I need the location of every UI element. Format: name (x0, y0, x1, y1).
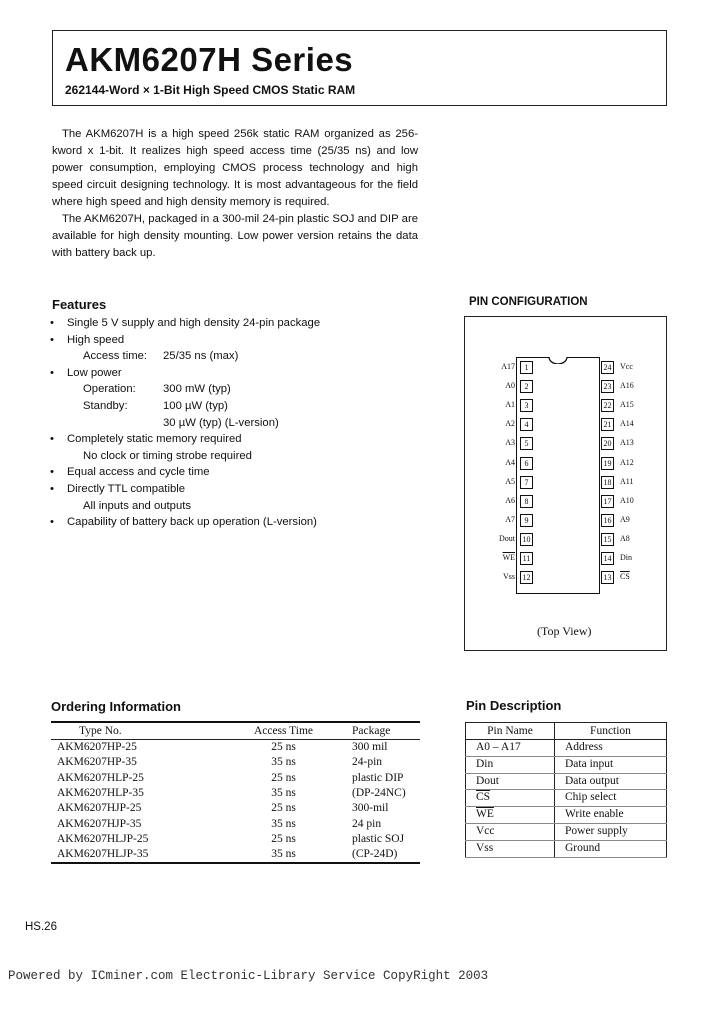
feature-text: Low power (67, 366, 122, 379)
access-time-cell: 35 ns (271, 817, 296, 830)
function-cell: Write enable (555, 807, 667, 824)
pin-label: A1 (505, 400, 515, 410)
pin-desc-table (465, 722, 667, 858)
feature-item (50, 431, 450, 448)
type-cell: AKM6207HLJP-25 (57, 832, 149, 845)
table-header-row (466, 723, 667, 740)
access-time-cell: 25 ns (271, 832, 296, 845)
feature-value: 300 mW (typ) (163, 383, 231, 396)
ordering-table (51, 721, 420, 864)
page-subtitle: 262144-Word × 1-Bit High Speed CMOS Static RAM (65, 83, 356, 97)
pin-number: 5 (520, 437, 533, 450)
feature-text: All inputs and outputs (83, 499, 192, 512)
pin-label: Vcc (620, 362, 633, 371)
feature-value: 30 µW (typ) (L-version) (163, 416, 279, 429)
pin-label: A5 (505, 476, 515, 486)
function-cell: Chip select (555, 790, 667, 807)
bullet: • (50, 466, 54, 479)
pin-number: 15 (601, 533, 614, 546)
type-cell: AKM6207HLP-35 (57, 787, 144, 800)
table-row (51, 832, 420, 847)
feature-subitem (50, 415, 450, 432)
pin-number: 21 (601, 418, 614, 431)
pin-number: 16 (601, 514, 614, 527)
table-row (51, 740, 420, 756)
pin-label: A7 (505, 514, 515, 524)
access-time-cell: 35 ns (271, 848, 296, 861)
pin-label: A6 (505, 495, 515, 505)
package-cell: 300 mil (352, 741, 388, 754)
pin-number: 7 (520, 476, 533, 489)
package-cell: (CP-24D) (352, 848, 398, 861)
pin-number: 6 (520, 457, 533, 470)
feature-subitem (50, 381, 450, 398)
col-pin-name: Pin Name (466, 723, 555, 740)
intro-text (52, 126, 418, 262)
pin-number: 22 (601, 399, 614, 412)
pin-name-cell: Vcc (466, 823, 555, 840)
type-cell: AKM6207HJP-25 (57, 802, 142, 815)
pin-number: 12 (520, 571, 533, 584)
pin-label: A12 (620, 457, 634, 467)
access-time-cell: 25 ns (271, 802, 296, 815)
pin-name-cell: $\overline{CS}$ (466, 790, 555, 807)
feature-item (50, 464, 450, 481)
pin-number: 11 (520, 552, 533, 565)
bullet: • (50, 333, 54, 346)
function-cell: Ground (555, 840, 667, 857)
feature-text: High speed (67, 333, 125, 346)
package-cell: plastic DIP (352, 771, 404, 784)
feature-item (50, 332, 450, 349)
pin-config-heading: PIN CONFIGURATION (469, 296, 588, 308)
table-row (466, 756, 667, 773)
pin-name-cell: Dout (466, 773, 555, 790)
feature-subitem (50, 498, 450, 515)
feature-item (50, 481, 450, 498)
function-cell: Data input (555, 756, 667, 773)
access-time-cell: 25 ns (271, 771, 296, 784)
package-cell: plastic SOJ (352, 832, 405, 845)
pin-number: 3 (520, 399, 533, 412)
feature-text: Single 5 V supply and high density 24-pin package (67, 317, 321, 329)
feature-item (50, 315, 450, 332)
features-heading: Features (52, 297, 107, 312)
pin-label: $\overline{CS}$ (620, 572, 630, 582)
access-time-cell: 35 ns (271, 756, 296, 769)
pin-label: A3 (505, 438, 515, 448)
table-row (466, 807, 667, 824)
package-cell: (DP-24NC) (352, 787, 406, 800)
feature-text: Capability of battery back up operation (L-version) (67, 516, 317, 529)
pin-label: A9 (620, 514, 630, 524)
table-row (466, 823, 667, 840)
table-row (51, 816, 420, 831)
type-cell: AKM6207HLJP-35 (57, 848, 149, 861)
function-cell: Address (555, 740, 667, 757)
pin-number: 10 (520, 533, 533, 546)
pin-name-cell: Din (466, 756, 555, 773)
table-row (466, 740, 667, 757)
feature-item (50, 365, 450, 382)
pin-label: A8 (620, 533, 630, 543)
bullet: • (50, 482, 54, 495)
table-row (51, 847, 420, 863)
pin-number: 17 (601, 495, 614, 508)
type-cell: AKM6207HP-35 (57, 756, 137, 769)
table-header-row (51, 722, 420, 740)
top-view-label: (Top View) (537, 624, 592, 638)
table-row (51, 786, 420, 801)
function-cell: Data output (555, 773, 667, 790)
table-row (51, 755, 420, 770)
pin-number: 23 (601, 380, 614, 393)
feature-label: Operation: (83, 383, 136, 396)
feature-subitem (50, 448, 450, 465)
table-row (466, 840, 667, 857)
pin-label: A4 (505, 457, 515, 467)
pin-number: 20 (601, 437, 614, 450)
pin-label: A11 (620, 476, 634, 486)
pin-label: A2 (505, 419, 515, 429)
intro-paragraph-1: The AKM6207H is a high speed 256k static RAM organized as 256-kword x 1-bit. It realizes high speed access time (25/35 ns) and low power consumption, employing CMOS process technology and high speed circuit designing technology. It is most advantageous for the field where high speed and high density memory is required. (52, 128, 418, 208)
bullet: • (50, 516, 54, 529)
pin-label: A15 (620, 400, 634, 410)
pin-label: A10 (620, 495, 634, 505)
table-row (51, 801, 420, 816)
features-list (50, 315, 450, 531)
col-function: Function (555, 723, 667, 740)
chip-notch-icon (548, 352, 568, 364)
access-time-cell: 35 ns (271, 787, 296, 800)
feature-value: 100 µW (typ) (163, 399, 228, 412)
pin-number: 14 (601, 552, 614, 565)
pin-desc-heading: Pin Description (466, 698, 562, 713)
feature-item (50, 514, 450, 531)
feature-label: Standby: (83, 399, 128, 412)
copyright-notice: Powered by ICminer.com Electronic-Library Service CopyRight 2003 (8, 969, 489, 983)
access-time-cell: 25 ns (271, 741, 296, 754)
col-access-time: Access Time (231, 722, 336, 740)
pin-label: A17 (501, 362, 515, 371)
pin-label: A14 (620, 419, 634, 429)
feature-text: Equal access and cycle time (67, 466, 210, 479)
pin-name-cell: $\overline{WE}$ (466, 807, 555, 824)
pin-label: Dout (499, 533, 515, 543)
pin-number: 8 (520, 495, 533, 508)
pin-label: $\overline{WE}$ (502, 553, 515, 562)
pin-number: 9 (520, 514, 533, 527)
table-row (51, 771, 420, 786)
package-cell: 24 pin (352, 817, 382, 830)
pin-number: 4 (520, 418, 533, 431)
table-row (466, 790, 667, 807)
pin-number: 18 (601, 476, 614, 489)
pin-label: A16 (620, 381, 634, 391)
title-box (52, 30, 667, 106)
pin-label: A13 (620, 438, 634, 448)
pin-number: 19 (601, 457, 614, 470)
table-row (466, 773, 667, 790)
feature-label: Access time: (83, 350, 148, 363)
type-cell: AKM6207HP-25 (57, 741, 137, 754)
col-type: Type No. (51, 722, 231, 740)
page-code: HS.26 (25, 921, 57, 933)
intro-paragraph-2: The AKM6207H, packaged in a 300-mil 24-pin plastic SOJ and DIP are available for high density mounting. Low power version retains the data with battery back up. (52, 213, 418, 259)
ordering-heading: Ordering Information (51, 699, 181, 714)
col-package: Package (336, 722, 420, 740)
package-cell: 24-pin (352, 756, 383, 769)
bullet: • (50, 317, 54, 329)
pin-number: 2 (520, 380, 533, 393)
pin-label: Din (620, 553, 632, 562)
pin-number: 24 (601, 361, 614, 374)
pin-number: 13 (601, 571, 614, 584)
pin-name-cell: A0 – A17 (466, 740, 555, 757)
type-cell: AKM6207HLP-25 (57, 771, 144, 784)
pin-number: 1 (520, 361, 533, 374)
feature-text: Completely static memory required (67, 433, 242, 446)
function-cell: Power supply (555, 823, 667, 840)
feature-value: 25/35 ns (max) (163, 350, 239, 363)
bullet: • (50, 366, 54, 379)
feature-text: No clock or timing strobe required (83, 449, 252, 462)
pin-name-cell: Vss (466, 840, 555, 857)
pin-label: A0 (505, 381, 515, 391)
bullet: • (50, 433, 54, 446)
package-cell: 300-mil (352, 802, 389, 815)
type-cell: AKM6207HJP-35 (57, 817, 142, 830)
feature-text: Directly TTL compatible (67, 482, 186, 495)
feature-subitem (50, 348, 450, 365)
pin-label: Vss (502, 572, 515, 582)
feature-subitem (50, 398, 450, 415)
page-title: AKM6207H Series (65, 41, 354, 78)
